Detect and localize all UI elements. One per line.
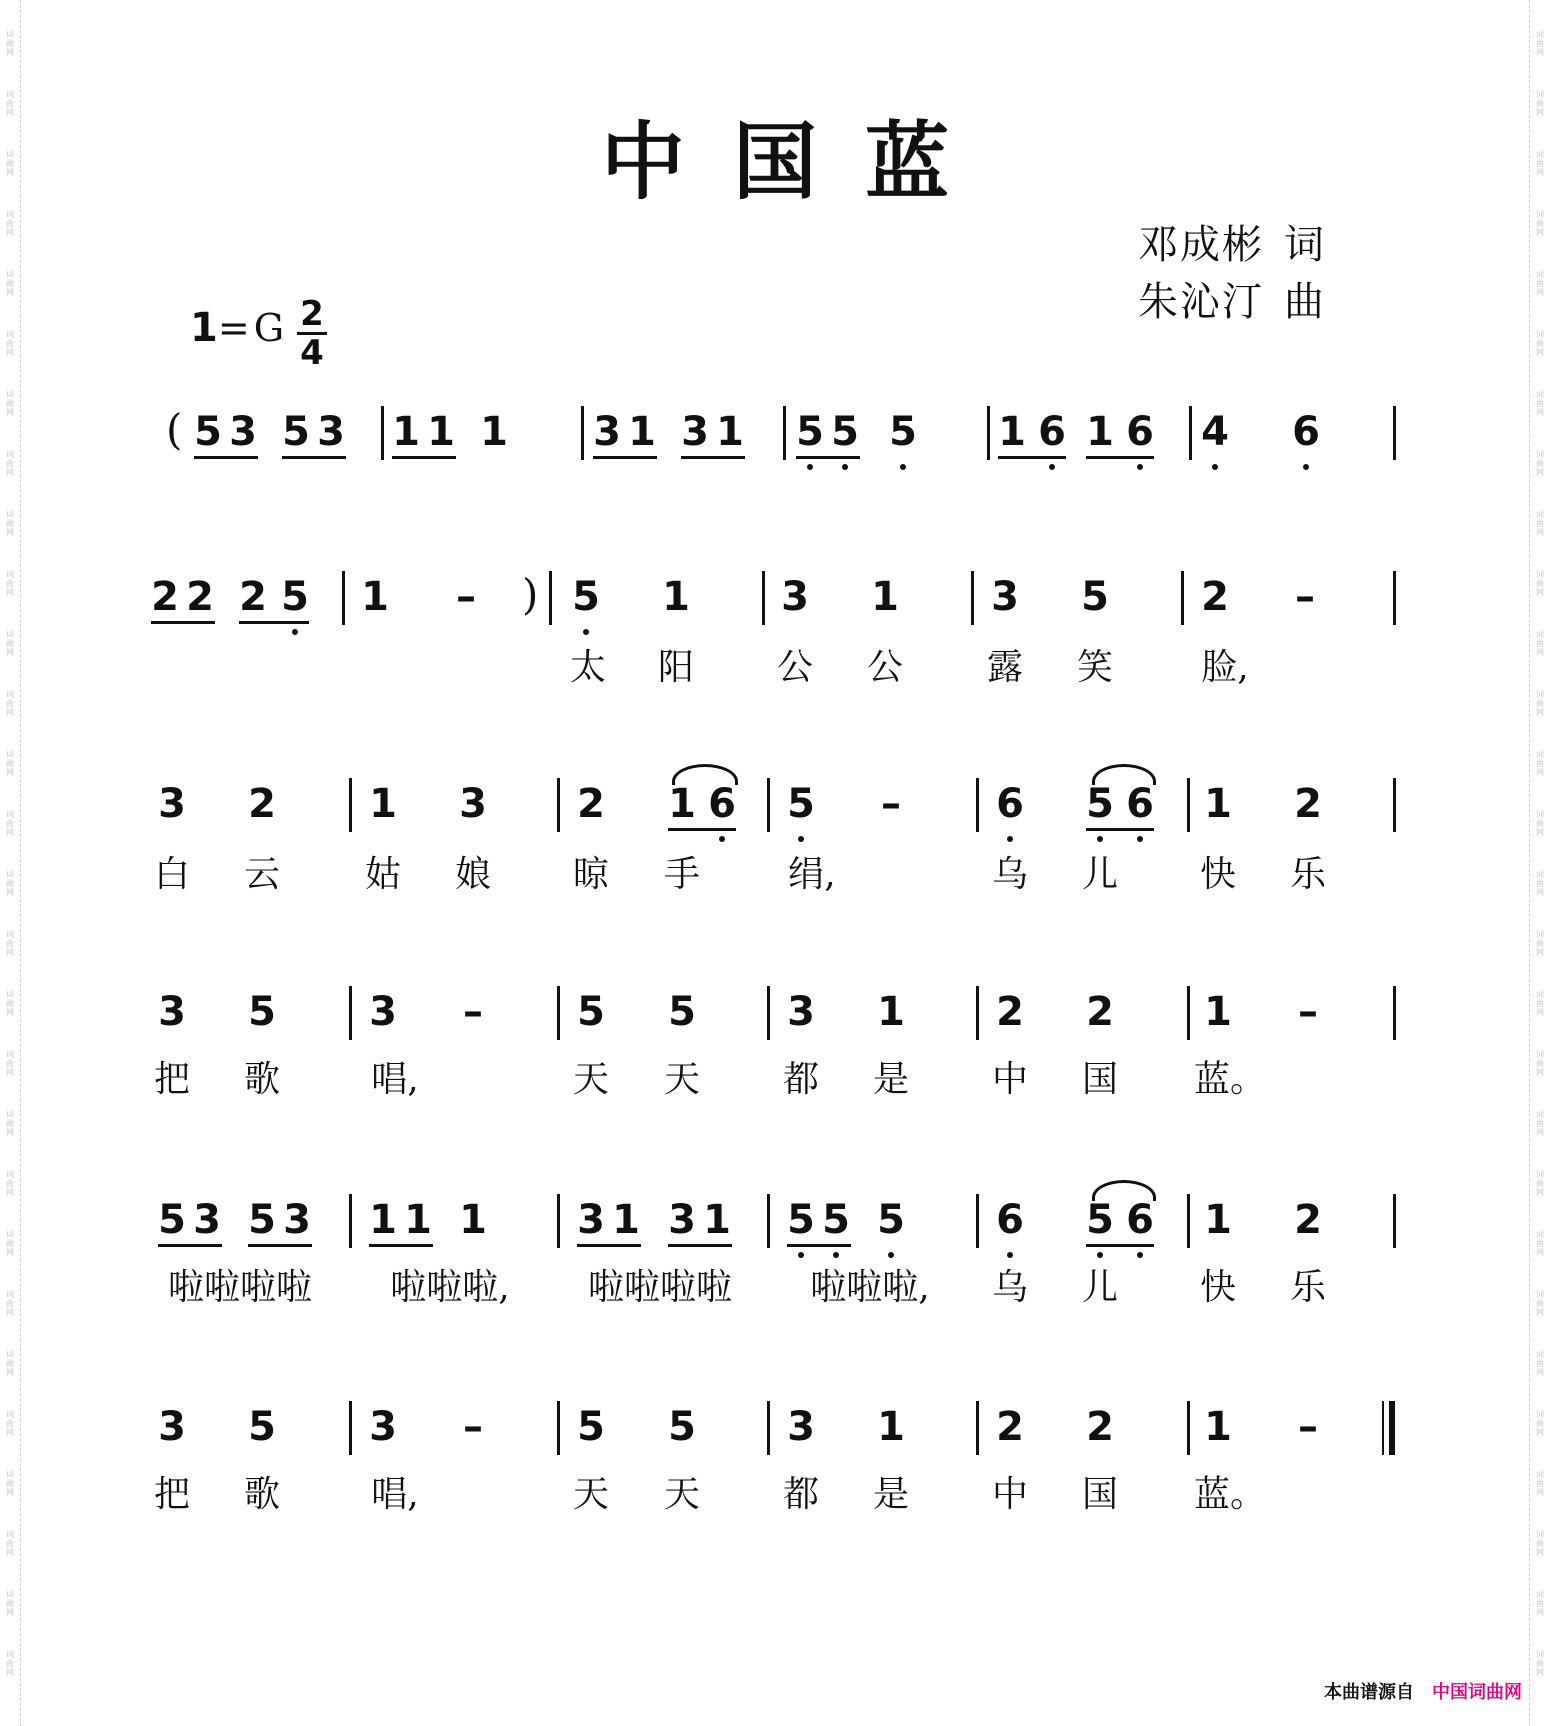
note: 5	[577, 1404, 605, 1450]
barline	[381, 406, 384, 460]
octave-dot-below	[1097, 836, 1103, 842]
lyric-syllable: 啦啦啦,	[810, 1267, 930, 1308]
eighth-underline	[239, 621, 309, 624]
lyric-syllable: 乐	[1289, 854, 1327, 895]
lyric-syllable: 天	[663, 1474, 701, 1515]
watermark-text: 词曲网	[1535, 570, 1545, 597]
lyric-syllable: 儿	[1081, 854, 1119, 895]
eighth-underline	[369, 1244, 433, 1247]
barline	[1393, 1194, 1396, 1248]
barline	[581, 406, 584, 460]
barline	[767, 986, 770, 1040]
watermark-text: 词曲网	[5, 390, 15, 417]
note: 1	[392, 409, 420, 455]
lyric-syllable: 公	[866, 647, 904, 688]
lyric-syllable: 唱,	[371, 1474, 419, 1515]
key-note: G	[253, 306, 285, 350]
watermark-text: 词曲网	[5, 1410, 15, 1437]
eighth-underline	[787, 1244, 851, 1247]
watermark-text: 词曲网	[1535, 870, 1545, 897]
note: 1	[459, 1197, 487, 1243]
lyric-syllable: 姑	[364, 854, 402, 895]
barline	[1393, 986, 1396, 1040]
note: 2	[1294, 1197, 1322, 1243]
open-paren: (	[166, 405, 183, 454]
watermark-text: 词曲网	[1535, 1410, 1545, 1437]
note: 2	[151, 574, 179, 620]
watermark-text: 词曲网	[1535, 1110, 1545, 1137]
lyric-syllable: 云	[243, 854, 281, 895]
note: 3	[787, 989, 815, 1035]
note: 6	[996, 781, 1024, 827]
lyric-syllable: 中	[991, 1059, 1029, 1100]
octave-dot-below	[900, 464, 906, 470]
note: 5	[1086, 781, 1114, 827]
eighth-underline	[158, 1244, 222, 1247]
lyric-syllable: 中	[991, 1474, 1029, 1515]
note: 1	[662, 574, 690, 620]
note: –	[1298, 989, 1318, 1035]
octave-dot-below	[1137, 464, 1143, 470]
octave-dot-below	[1303, 464, 1309, 470]
note: 2	[996, 1404, 1024, 1450]
note: 3	[593, 409, 621, 455]
watermark-text: 词曲网	[1535, 150, 1545, 177]
note: 1	[480, 409, 508, 455]
lyric-syllable: 白	[153, 854, 191, 895]
octave-dot-below	[798, 836, 804, 842]
note: 2	[1086, 1404, 1114, 1450]
note: 3	[781, 574, 809, 620]
close-paren: )	[522, 570, 539, 619]
eighth-underline	[282, 456, 346, 459]
footer-site: 中国词曲网	[1432, 1682, 1522, 1703]
note: 3	[369, 989, 397, 1035]
note: 5	[787, 1197, 815, 1243]
note: 2	[1294, 781, 1322, 827]
watermark-text: 词曲网	[1535, 1530, 1545, 1557]
lyric-syllable: 啦啦啦啦	[587, 1267, 733, 1308]
note: 2	[239, 574, 267, 620]
watermark-text: 词曲网	[5, 930, 15, 957]
watermark-text: 词曲网	[5, 1350, 15, 1377]
lyric-syllable: 国	[1081, 1059, 1119, 1100]
note: 1	[1204, 1197, 1232, 1243]
barline	[1181, 571, 1184, 625]
note: 5	[572, 574, 600, 620]
octave-dot-below	[833, 1252, 839, 1258]
note: 1	[871, 574, 899, 620]
watermark-text: 词曲网	[1535, 1650, 1545, 1677]
note: 4	[1201, 409, 1229, 455]
watermark-text: 词曲网	[1535, 1170, 1545, 1197]
barline	[349, 1401, 352, 1455]
watermark-text: 词曲网	[1535, 690, 1545, 717]
barline	[1393, 406, 1396, 460]
note: 6	[996, 1197, 1024, 1243]
octave-dot-below	[1212, 464, 1218, 470]
lyric-syllable: 手	[663, 854, 701, 895]
barline	[1187, 1194, 1190, 1248]
watermark-text: 词曲网	[5, 210, 15, 237]
note: 5	[248, 1404, 276, 1450]
note: 3	[668, 1197, 696, 1243]
watermark-text: 词曲网	[5, 1470, 15, 1497]
watermark-text: 词曲网	[1535, 1590, 1545, 1617]
note: 2	[186, 574, 214, 620]
note: 2	[248, 781, 276, 827]
watermark-text: 词曲网	[5, 1290, 15, 1317]
lyric-syllable: 啦啦啦啦	[167, 1267, 313, 1308]
note: 3	[158, 1404, 186, 1450]
lyric-syllable: 把	[153, 1474, 191, 1515]
note: 3	[317, 409, 345, 455]
watermark-text: 词曲网	[5, 570, 15, 597]
watermark-text: 词曲网	[1535, 750, 1545, 777]
note: 1	[369, 1197, 397, 1243]
note: 1	[703, 1197, 731, 1243]
eighth-underline	[151, 621, 215, 624]
eighth-underline	[248, 1244, 312, 1247]
note: 5	[1086, 1197, 1114, 1243]
lyric-syllable: 啦啦啦,	[390, 1267, 510, 1308]
note: 6	[1126, 781, 1154, 827]
barline	[976, 986, 979, 1040]
lyric-syllable: 笑	[1076, 647, 1114, 688]
eighth-underline	[796, 456, 860, 459]
watermark-text: 词曲网	[1535, 330, 1545, 357]
octave-dot-below	[1007, 836, 1013, 842]
slur	[1092, 764, 1156, 785]
octave-dot-below	[719, 836, 725, 842]
watermark-text: 词曲网	[5, 1230, 15, 1257]
note: 6	[1126, 409, 1154, 455]
lyric-syllable: 天	[663, 1059, 701, 1100]
left-watermark-strip	[0, 0, 21, 1726]
barline	[767, 1194, 770, 1248]
octave-dot-below	[1049, 464, 1055, 470]
lyric-syllable: 都	[782, 1059, 820, 1100]
lyric-syllable: 歌	[243, 1059, 281, 1100]
eighth-underline	[668, 828, 736, 831]
barline	[349, 986, 352, 1040]
time-numerator: 2	[297, 296, 327, 335]
barline	[1187, 1401, 1190, 1455]
watermark-text: 词曲网	[1535, 270, 1545, 297]
note: 5	[831, 409, 859, 455]
footer-source: 本曲谱源自	[1324, 1682, 1414, 1703]
watermark-text: 词曲网	[5, 1110, 15, 1137]
note: 6	[1292, 409, 1320, 455]
lyric-syllable: 是	[872, 1474, 910, 1515]
final-barline-thin	[1382, 1401, 1384, 1455]
lyric-syllable: 都	[782, 1474, 820, 1515]
watermark-text: 词曲网	[5, 270, 15, 297]
barline	[349, 1194, 352, 1248]
time-signature	[297, 296, 327, 371]
watermark-text: 词曲网	[1535, 510, 1545, 537]
lyric-syllable: 绢,	[788, 854, 836, 895]
note: 5	[668, 1404, 696, 1450]
watermark-text: 词曲网	[5, 870, 15, 897]
note: 1	[1086, 409, 1114, 455]
note: 5	[796, 409, 824, 455]
barline	[767, 778, 770, 832]
note: –	[456, 574, 476, 620]
note: 5	[248, 989, 276, 1035]
watermark-text: 词曲网	[1535, 1350, 1545, 1377]
note: 6	[708, 781, 736, 827]
lyricist-credit	[1138, 213, 1326, 270]
note: 3	[193, 1197, 221, 1243]
barline	[971, 571, 974, 625]
watermark-text: 词曲网	[5, 1170, 15, 1197]
note: 1	[998, 409, 1026, 455]
watermark-text: 词曲网	[1535, 1050, 1545, 1077]
eighth-underline	[668, 1244, 732, 1247]
watermark-text: 词曲网	[5, 630, 15, 657]
barline	[557, 1401, 560, 1455]
barline	[549, 571, 552, 625]
watermark-text: 词曲网	[5, 810, 15, 837]
barline	[783, 406, 786, 460]
lyric-syllable: 国	[1081, 1474, 1119, 1515]
octave-dot-below	[1007, 1252, 1013, 1258]
note: 6	[1038, 409, 1066, 455]
note: 3	[158, 989, 186, 1035]
barline	[987, 406, 990, 460]
lyric-syllable: 天	[572, 1474, 610, 1515]
note: 5	[668, 989, 696, 1035]
octave-dot-below	[1097, 1252, 1103, 1258]
note: –	[1298, 1404, 1318, 1450]
lyric-syllable: 儿	[1081, 1267, 1119, 1308]
note: –	[1295, 574, 1315, 620]
lyric-syllable: 快	[1199, 1267, 1237, 1308]
watermark-text: 词曲网	[5, 30, 15, 57]
octave-dot-below	[798, 1252, 804, 1258]
watermark-text: 词曲网	[5, 330, 15, 357]
note: 3	[681, 409, 709, 455]
eighth-underline	[681, 456, 745, 459]
lyric-syllable: 乐	[1289, 1267, 1327, 1308]
octave-dot-below	[1137, 1252, 1143, 1258]
lyric-syllable: 太	[569, 647, 607, 688]
note: 2	[1201, 574, 1229, 620]
note: 6	[1126, 1197, 1154, 1243]
note: 3	[991, 574, 1019, 620]
note: 3	[577, 1197, 605, 1243]
key-equals: =	[217, 306, 250, 350]
barline	[976, 1194, 979, 1248]
barline	[1187, 986, 1190, 1040]
watermark-text: 词曲网	[1535, 1470, 1545, 1497]
note: –	[463, 989, 483, 1035]
barline	[1393, 778, 1396, 832]
note: 1	[1204, 781, 1232, 827]
note: –	[463, 1404, 483, 1450]
note: 3	[229, 409, 257, 455]
note: 2	[577, 781, 605, 827]
slur	[672, 764, 738, 785]
note: 5	[877, 1197, 905, 1243]
lyric-syllable: 乌	[991, 1267, 1029, 1308]
eighth-underline	[194, 456, 258, 459]
lyric-syllable: 快	[1199, 854, 1237, 895]
eighth-underline	[1086, 828, 1154, 831]
note: 3	[787, 1404, 815, 1450]
lyric-syllable: 蓝。	[1193, 1474, 1267, 1515]
watermark-text: 词曲网	[5, 90, 15, 117]
watermark-text: 词曲网	[1535, 30, 1545, 57]
watermark-text: 词曲网	[1535, 810, 1545, 837]
key-tonic: 1	[190, 305, 218, 351]
note: 5	[787, 781, 815, 827]
note: 1	[628, 409, 656, 455]
watermark-text: 词曲网	[1535, 450, 1545, 477]
lyricist-role: 词	[1284, 222, 1326, 268]
lyric-syllable: 蓝。	[1193, 1059, 1267, 1100]
watermark-text: 词曲网	[1535, 90, 1545, 117]
barline	[349, 778, 352, 832]
lyric-syllable: 是	[872, 1059, 910, 1100]
note: 5	[248, 1197, 276, 1243]
lyric-syllable: 公	[776, 647, 814, 688]
octave-dot-below	[583, 629, 589, 635]
note: –	[881, 781, 901, 827]
lyricist-name: 邓成彬	[1138, 222, 1264, 268]
barline	[557, 1194, 560, 1248]
watermark-text: 词曲网	[5, 1050, 15, 1077]
eighth-underline	[998, 456, 1066, 459]
footer-credit	[1324, 1678, 1522, 1704]
note: 1	[1204, 989, 1232, 1035]
barline	[557, 986, 560, 1040]
watermark-text: 词曲网	[5, 750, 15, 777]
octave-dot-below	[807, 464, 813, 470]
note: 3	[369, 1404, 397, 1450]
watermark-text: 词曲网	[5, 1590, 15, 1617]
octave-dot-below	[888, 1252, 894, 1258]
lyric-syllable: 歌	[243, 1474, 281, 1515]
slur	[1092, 1180, 1156, 1201]
note: 1	[877, 989, 905, 1035]
barline	[1393, 571, 1396, 625]
octave-dot-below	[842, 464, 848, 470]
note: 2	[1086, 989, 1114, 1035]
watermark-text: 词曲网	[5, 510, 15, 537]
note: 1	[404, 1197, 432, 1243]
key-signature	[190, 305, 284, 351]
note: 1	[361, 574, 389, 620]
right-watermark-strip	[1529, 0, 1550, 1726]
watermark-text: 词曲网	[5, 690, 15, 717]
watermark-text: 词曲网	[1535, 1230, 1545, 1257]
note: 2	[996, 989, 1024, 1035]
note: 5	[889, 409, 917, 455]
composer-name: 朱沁汀	[1138, 279, 1264, 325]
watermark-text: 词曲网	[5, 990, 15, 1017]
lyric-syllable: 唱,	[371, 1059, 419, 1100]
note: 5	[158, 1197, 186, 1243]
time-denominator: 4	[300, 333, 324, 373]
eighth-underline	[1086, 1244, 1154, 1247]
note: 1	[427, 409, 455, 455]
lyric-syllable: 娘	[454, 854, 492, 895]
note: 3	[283, 1197, 311, 1243]
song-title: 中国蓝	[600, 112, 997, 211]
octave-dot-below	[292, 629, 298, 635]
watermark-text: 词曲网	[1535, 630, 1545, 657]
barline	[976, 1401, 979, 1455]
watermark-text: 词曲网	[5, 450, 15, 477]
lyric-syllable: 乌	[991, 854, 1029, 895]
note: 1	[668, 781, 696, 827]
note: 5	[282, 409, 310, 455]
watermark-text: 词曲网	[1535, 990, 1545, 1017]
barline	[1187, 778, 1190, 832]
note: 1	[1204, 1404, 1232, 1450]
note: 1	[612, 1197, 640, 1243]
note: 3	[158, 781, 186, 827]
final-barline-thick	[1389, 1401, 1395, 1455]
lyric-syllable: 天	[572, 1059, 610, 1100]
eighth-underline	[1086, 456, 1154, 459]
barline	[342, 571, 345, 625]
note: 5	[577, 989, 605, 1035]
eighth-underline	[392, 456, 456, 459]
composer-credit	[1138, 270, 1326, 327]
barline	[767, 1401, 770, 1455]
note: 5	[1081, 574, 1109, 620]
barline	[557, 778, 560, 832]
note: 5	[194, 409, 222, 455]
note: 1	[716, 409, 744, 455]
eighth-underline	[593, 456, 657, 459]
note: 1	[877, 1404, 905, 1450]
note: 5	[281, 574, 309, 620]
note: 1	[369, 781, 397, 827]
barline	[762, 571, 765, 625]
barline	[1189, 406, 1192, 460]
note: 5	[822, 1197, 850, 1243]
lyric-syllable: 脸,	[1201, 647, 1249, 688]
watermark-text: 词曲网	[1535, 1290, 1545, 1317]
watermark-text: 词曲网	[5, 1650, 15, 1677]
lyric-syllable: 把	[153, 1059, 191, 1100]
watermark-text: 词曲网	[1535, 210, 1545, 237]
note: 3	[459, 781, 487, 827]
lyric-syllable: 阳	[657, 647, 695, 688]
barline	[976, 778, 979, 832]
composer-role: 曲	[1284, 279, 1326, 325]
lyric-syllable: 晾	[572, 854, 610, 895]
lyric-syllable: 露	[986, 647, 1024, 688]
watermark-text: 词曲网	[5, 150, 15, 177]
watermark-text: 词曲网	[1535, 930, 1545, 957]
watermark-text: 词曲网	[5, 1530, 15, 1557]
eighth-underline	[577, 1244, 641, 1247]
watermark-text: 词曲网	[1535, 390, 1545, 417]
octave-dot-below	[1137, 836, 1143, 842]
